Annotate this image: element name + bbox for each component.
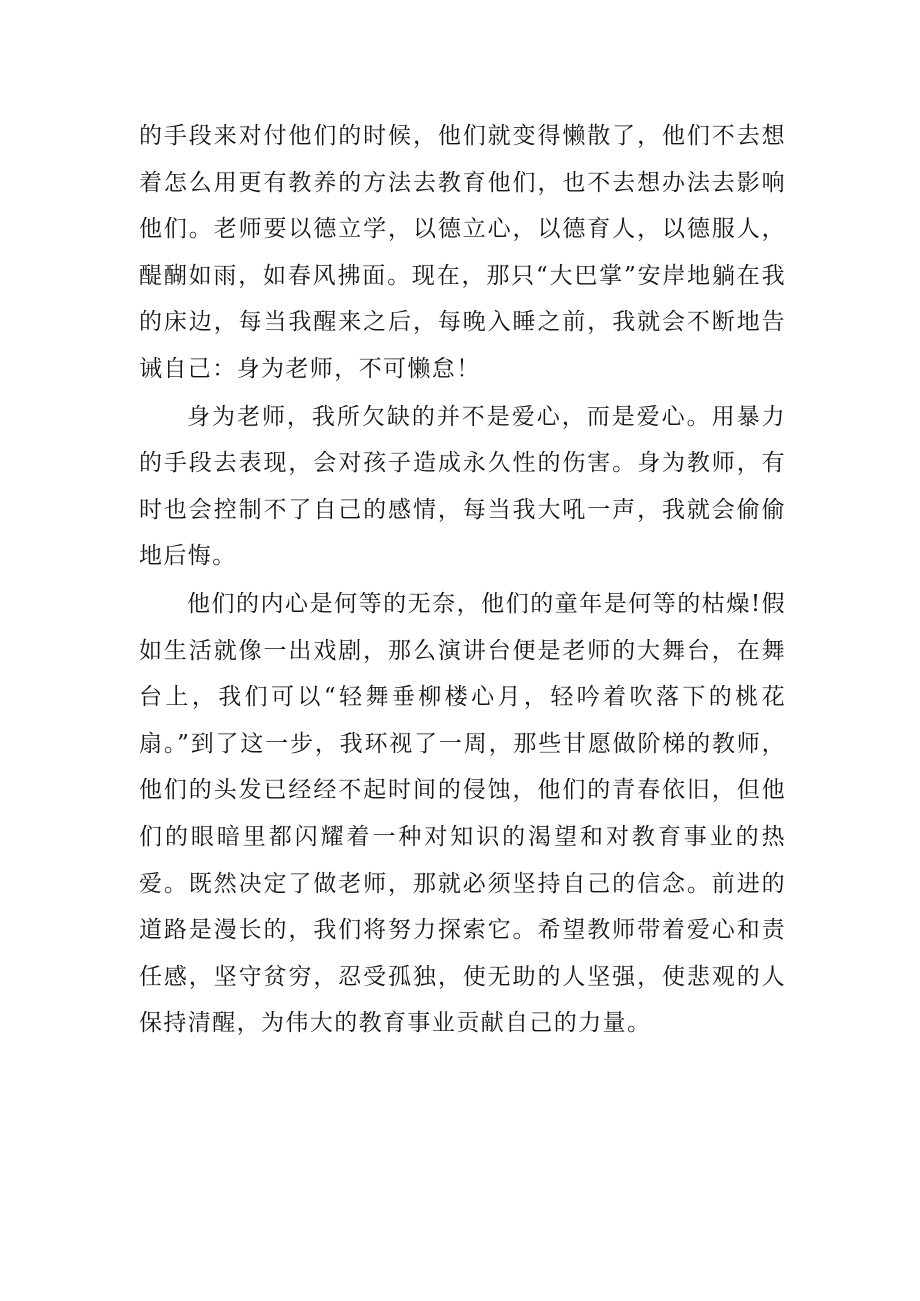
paragraph-1: 的手段来对付他们的时候，他们就变得懒散了，他们不去想着怎么用更有教养的方法去教育他们，也不去想办法去影响他们。老师要以德立学，以德立心，以德育人，以德服人，醍醐如雨，如春风拂面。现在，那只“大巴掌”安岸地躺在我的床边，每当我醒来之后，每晚入睡之前，我就会不断地告诫自己：身为老师，不可懒怠！	[139, 123, 786, 382]
paragraph-3: 他们的内心是何等的无奈，他们的童年是何等的枯燥!假如生活就像一出戏剧，那么演讲台便是老师的大舞台，在舞台上，我们可以“轻舞垂柳楼心月，轻吟着吹落下的桃花扇。”到了这一步，我环视了一周，那些甘愿做阶梯的教师，他们的头发已经经不起时间的侵蚀，他们的青春依旧，但他们的眼暗里都闪耀着一种对知识的渴望和对教育事业的热爱。既然决定了做老师，那就必须坚持自己的信念。前进的道路是漫长的，我们将努力探索它。希望教师带着爱心和责任感，坚守贫穷，忍受孤独，使无助的人坚强，使悲观的人保持清醒，为伟大的教育事业贡献自己的力量。	[139, 590, 786, 1037]
paragraph-2: 身为老师，我所欠缺的并不是爱心，而是爱心。用暴力的手段去表现，会对孩子造成永久性的伤害。身为教师，有时也会控制不了自己的感情，每当我大吼一声，我就会偷偷地后悔。	[139, 403, 786, 570]
document-body	[139, 113, 786, 1047]
